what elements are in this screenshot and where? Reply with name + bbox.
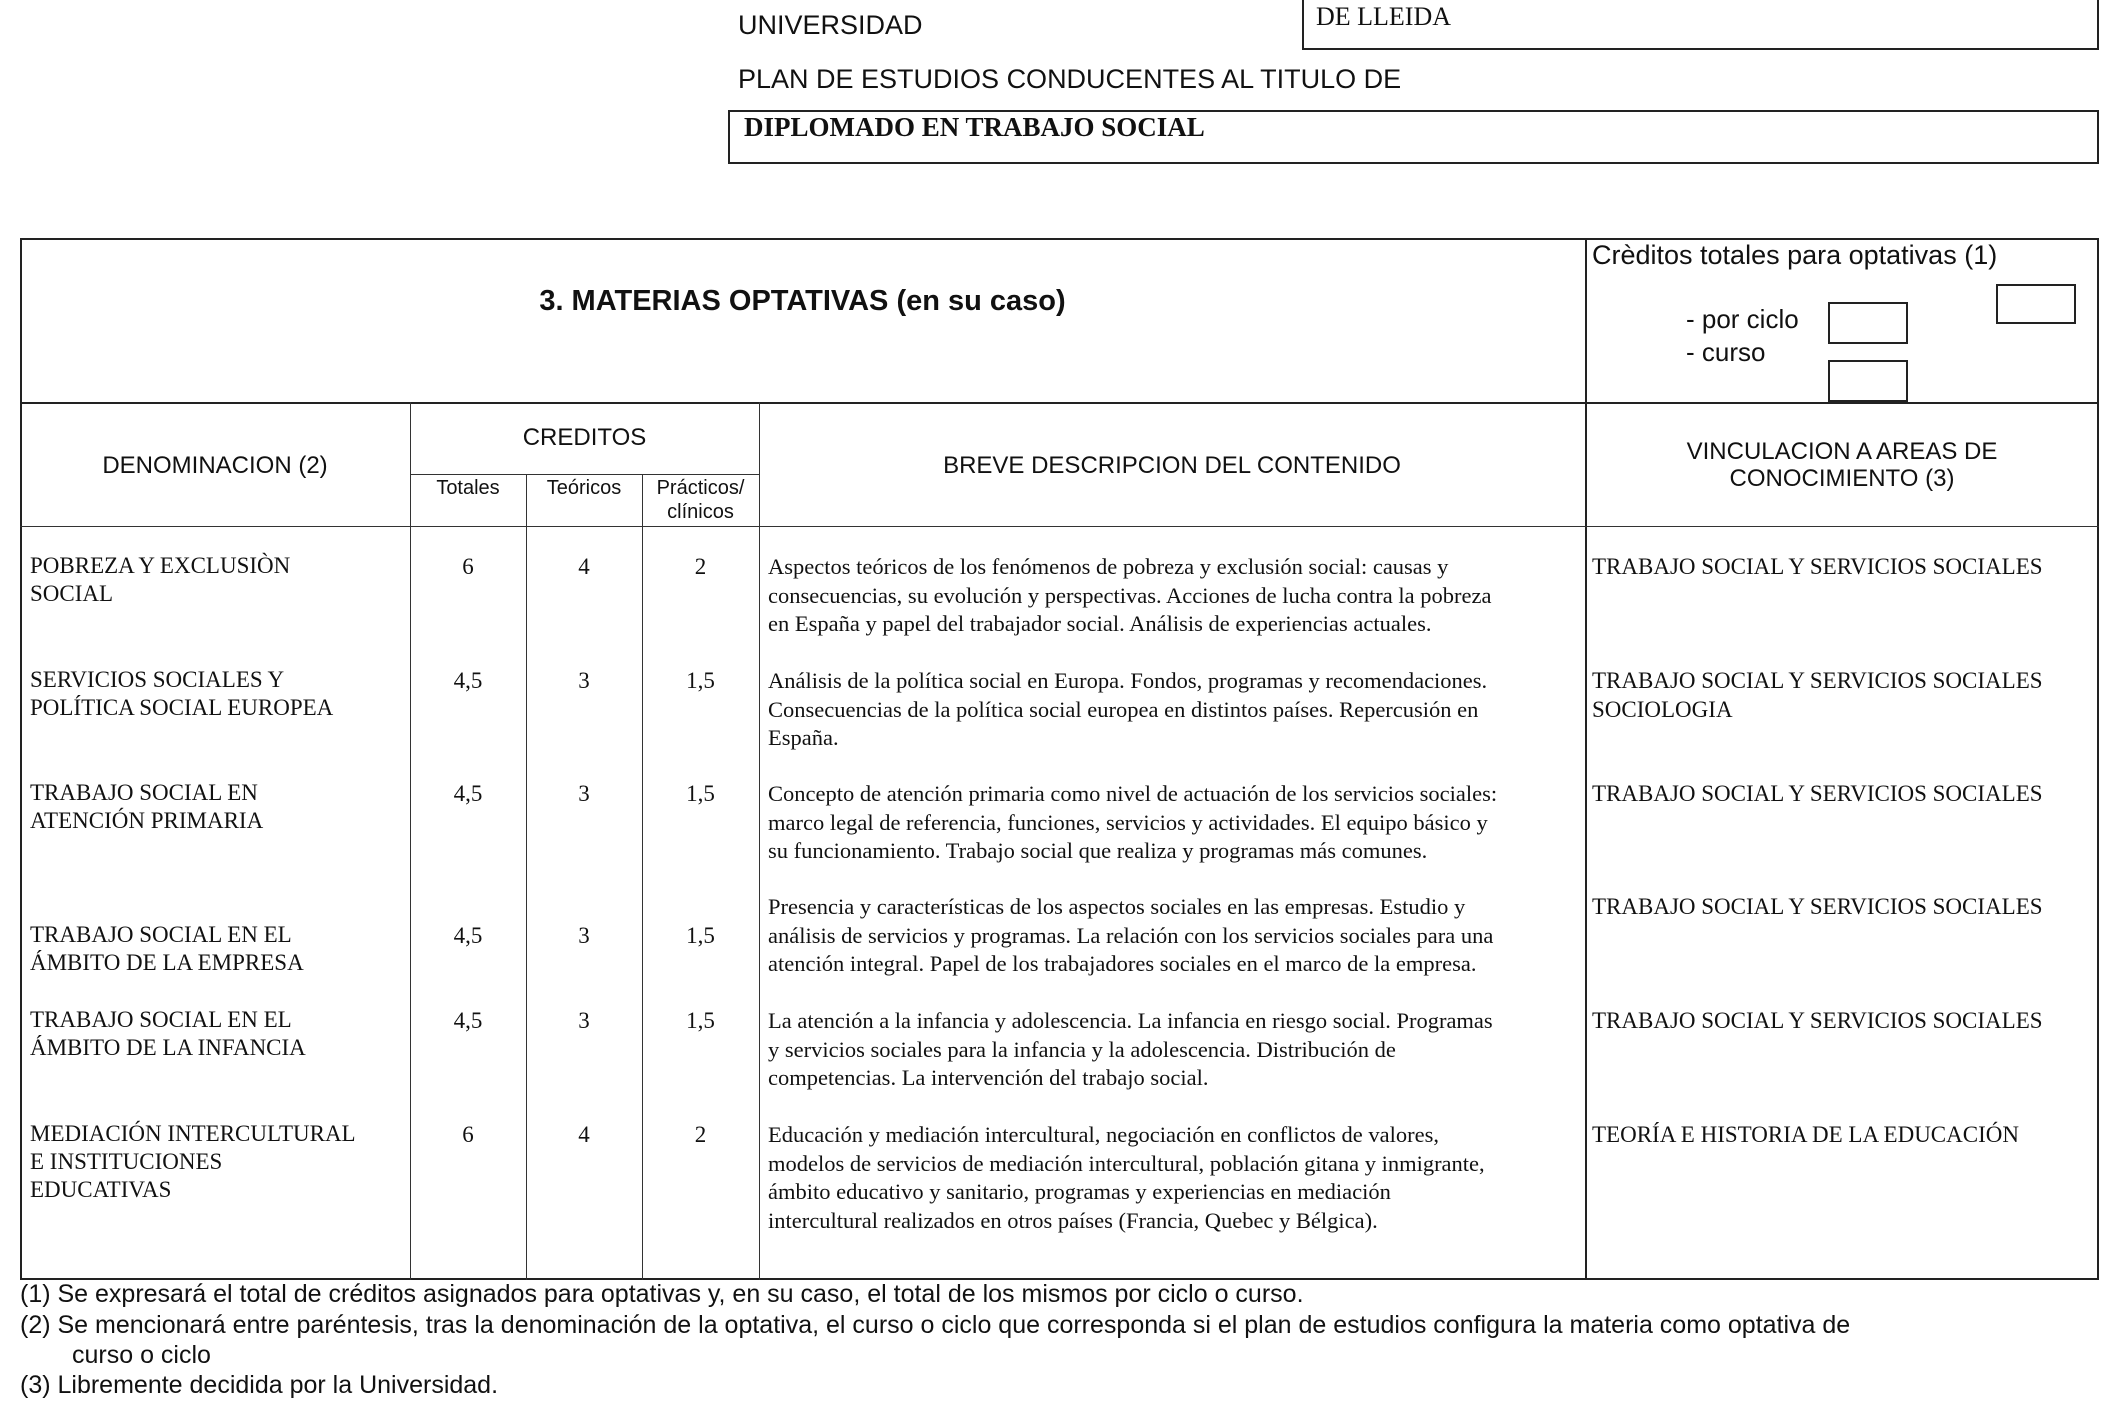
- row-5-totales: 6: [462, 1122, 474, 1147]
- row-2-name-line: ATENCIÓN PRIMARIA: [30, 808, 264, 833]
- row-4-desc-line: La atención a la infancia y adolescencia. La infancia en riesgo social. Programas: [768, 1008, 1493, 1033]
- row-5-desc-line: ámbito educativo y sanitario, programas y experiencias en mediación: [768, 1179, 1391, 1204]
- divider-col4: [759, 402, 760, 1280]
- row-2-practicos: 1,5: [686, 781, 715, 806]
- footnote-2: (2) Se mencionará entre paréntesis, tras la denominación de la optativa, el curso o ciclo que corresponda si el plan de estudios configura la materia como optativa de: [20, 1311, 1851, 1339]
- degree-title: DIPLOMADO EN TRABAJO SOCIAL: [744, 112, 1205, 142]
- row-2-areas: [1592, 780, 2092, 809]
- col-vinculacion-line1: VINCULACION A AREAS DE: [1686, 438, 1998, 465]
- row-0-areas: [1592, 553, 2092, 582]
- curso-box: [1828, 360, 1908, 402]
- col-practicos-line1: Prácticos/: [656, 477, 745, 499]
- row-0-desc-line: en España y papel del trabajador social. Análisis de experiencias actuales.: [768, 611, 1432, 636]
- curso-label: - curso: [1686, 337, 1766, 367]
- university-value: DE LLEIDA: [1316, 2, 1452, 31]
- row-1-area-line: SOCIOLOGIA: [1592, 696, 1733, 722]
- row-2-name: [30, 779, 263, 835]
- col-descripcion: BREVE DESCRIPCION DEL CONTENIDO: [943, 452, 1401, 479]
- row-0-desc: [768, 553, 1568, 639]
- row-4-teoricos: 3: [578, 1008, 590, 1033]
- divider-col3: [642, 474, 643, 1280]
- row-0-name: [30, 552, 290, 608]
- row-4-name-line: TRABAJO SOCIAL EN EL: [30, 1007, 292, 1032]
- col-denominacion: DENOMINACION (2): [102, 452, 328, 479]
- row-4-name-line: ÁMBITO DE LA INFANCIA: [30, 1035, 306, 1060]
- row-3-area-line: TRABAJO SOCIAL Y SERVICIOS SOCIALES: [1592, 894, 2043, 919]
- row-2-name-line: TRABAJO SOCIAL EN: [30, 780, 258, 805]
- col-vinculacion-line2: CONOCIMIENTO (3): [1729, 465, 1955, 492]
- row-1-name-line: SERVICIOS SOCIALES Y: [30, 667, 285, 692]
- row-3-desc-line: análisis de servicios y programas. La relación con los servicios sociales para una: [768, 922, 1494, 948]
- row-1-areas: [1592, 667, 2092, 724]
- row-4-desc-line: competencias. La intervención del trabajo social.: [768, 1065, 1209, 1090]
- por-ciclo-label: - por ciclo: [1686, 304, 1799, 334]
- row-0-area-line: TRABAJO SOCIAL Y SERVICIOS SOCIALES: [1592, 554, 2043, 579]
- optativas-credits-title: Crèditos totales para optativas (1): [1592, 240, 1998, 270]
- university-field: [1302, 0, 2099, 50]
- row-1-practicos: 1,5: [686, 668, 715, 693]
- row-3-totales: 4,5: [453, 923, 483, 948]
- row-4-desc-line: y servicios sociales para la infancia y la adolescencia. Distribución de: [768, 1036, 1396, 1062]
- row-2-desc: [768, 780, 1568, 866]
- row-5-name: [30, 1120, 356, 1204]
- plan-label: PLAN DE ESTUDIOS CONDUCENTES AL TITULO DE: [738, 64, 1402, 94]
- divider-creditos: [410, 474, 759, 475]
- row-1-teoricos: 3: [578, 668, 590, 693]
- col-practicos-line2: clínicos: [667, 501, 734, 523]
- row-3-name-line: ÁMBITO DE LA EMPRESA: [30, 950, 304, 975]
- row-2-teoricos: 3: [578, 781, 590, 806]
- row-1-desc-line: España.: [768, 725, 839, 750]
- row-2-desc-line: su funcionamiento. Trabajo social que realiza y programas más comunes.: [768, 838, 1428, 863]
- row-4-practicos: 1,5: [686, 1008, 715, 1033]
- row-1-area-line: TRABAJO SOCIAL Y SERVICIOS SOCIALES: [1592, 668, 2043, 693]
- row-4-name: [30, 1006, 306, 1062]
- row-5-areas: [1592, 1121, 2092, 1150]
- footnote-3: (3) Libremente decidida por la Universidad.: [20, 1371, 499, 1399]
- degree-field: [728, 110, 2099, 164]
- divider-col2: [526, 474, 527, 1280]
- row-4-area-line: TRABAJO SOCIAL Y SERVICIOS SOCIALES: [1592, 1008, 2043, 1033]
- row-0-name-line: SOCIAL: [30, 581, 114, 606]
- row-0-teoricos: 4: [578, 554, 590, 579]
- row-3-desc-line: atención integral. Papel de los trabajadores sociales en el marco de la empresa.: [768, 951, 1477, 976]
- row-1-name: [30, 666, 333, 722]
- row-3-practicos: 1,5: [686, 923, 715, 948]
- row-5-practicos: 2: [694, 1122, 707, 1147]
- row-1-name-line: POLÍTICA SOCIAL EUROPEA: [30, 695, 334, 720]
- divider-colheaders: [20, 526, 2099, 527]
- divider-areas: [1585, 238, 1587, 1280]
- row-1-desc-line: Análisis de la política social en Europa. Fondos, programas y recomendaciones.: [768, 668, 1488, 693]
- footnote-2-cont: curso o ciclo: [72, 1341, 211, 1369]
- row-0-desc-line: Aspectos teóricos de los fenómenos de pobreza y exclusión social: causas y: [768, 554, 1449, 579]
- row-4-desc: [768, 1007, 1568, 1093]
- row-5-teoricos: 4: [578, 1122, 590, 1147]
- row-1-desc-line: Consecuencias de la política social europea en distintos países. Repercusión en: [768, 696, 1479, 722]
- total-credits-box: [1996, 284, 2076, 324]
- col-vinculacion: [1585, 438, 2099, 492]
- university-label: UNIVERSIDAD: [738, 10, 923, 40]
- col-creditos: CREDITOS: [522, 424, 647, 451]
- col-totales: Totales: [436, 477, 500, 499]
- row-4-areas: [1592, 1007, 2092, 1036]
- row-3-desc: [768, 893, 1568, 979]
- col-teoricos: Teóricos: [546, 477, 622, 499]
- row-4-totales: 4,5: [453, 1008, 483, 1033]
- row-5-desc-line: intercultural realizados en otros países (Francia, Quebec y Bélgica).: [768, 1207, 1378, 1233]
- row-2-desc-line: Concepto de atención primaria como nivel de actuación de los servicios sociales:: [768, 781, 1498, 806]
- row-5-name-line: EDUCATIVAS: [30, 1177, 172, 1202]
- row-5-desc-line: Educación y mediación intercultural, negociación en conflictos de valores,: [768, 1122, 1439, 1147]
- row-2-area-line: TRABAJO SOCIAL Y SERVICIOS SOCIALES: [1592, 781, 2043, 806]
- por-ciclo-box: [1828, 302, 1908, 344]
- row-5-area-line: TEORÍA E HISTORIA DE LA EDUCACIÓN: [1592, 1122, 2019, 1147]
- row-3-teoricos: 3: [578, 923, 590, 948]
- divider-col1: [410, 402, 411, 1280]
- row-5-desc-line: modelos de servicios de mediación intercultural, población gitana y inmigrante,: [768, 1150, 1485, 1176]
- row-3-name-line: TRABAJO SOCIAL EN EL: [30, 922, 292, 947]
- row-0-desc-line: consecuencias, su evolución y perspectivas. Acciones de lucha contra la pobreza: [768, 582, 1492, 608]
- row-3-desc-line: Presencia y características de los aspectos sociales en las empresas. Estudio y: [768, 894, 1466, 919]
- row-2-totales: 4,5: [453, 781, 483, 806]
- row-1-desc: [768, 667, 1568, 753]
- row-5-name-line: MEDIACIÓN INTERCULTURAL: [30, 1121, 356, 1146]
- section-title: 3. MATERIAS OPTATIVAS (en su caso): [539, 285, 1066, 317]
- footnote-1: (1) Se expresará el total de créditos asignados para optativas y, en su caso, el total de los mismos por ciclo o curso.: [20, 1280, 1304, 1308]
- row-1-totales: 4,5: [453, 668, 483, 693]
- row-5-desc: [768, 1121, 1568, 1235]
- row-2-desc-line: marco legal de referencia, funciones, servicios y actividades. El equipo básico y: [768, 809, 1488, 835]
- col-practicos: [642, 476, 759, 524]
- row-5-name-line: E INSTITUCIONES: [30, 1149, 223, 1174]
- row-0-name-line: POBREZA Y EXCLUSIÒN: [30, 553, 291, 578]
- row-3-name: [30, 921, 304, 977]
- divider-header: [20, 402, 2099, 404]
- row-3-areas: [1592, 893, 2092, 922]
- row-0-totales: 6: [462, 554, 474, 579]
- row-0-practicos: 2: [694, 554, 707, 579]
